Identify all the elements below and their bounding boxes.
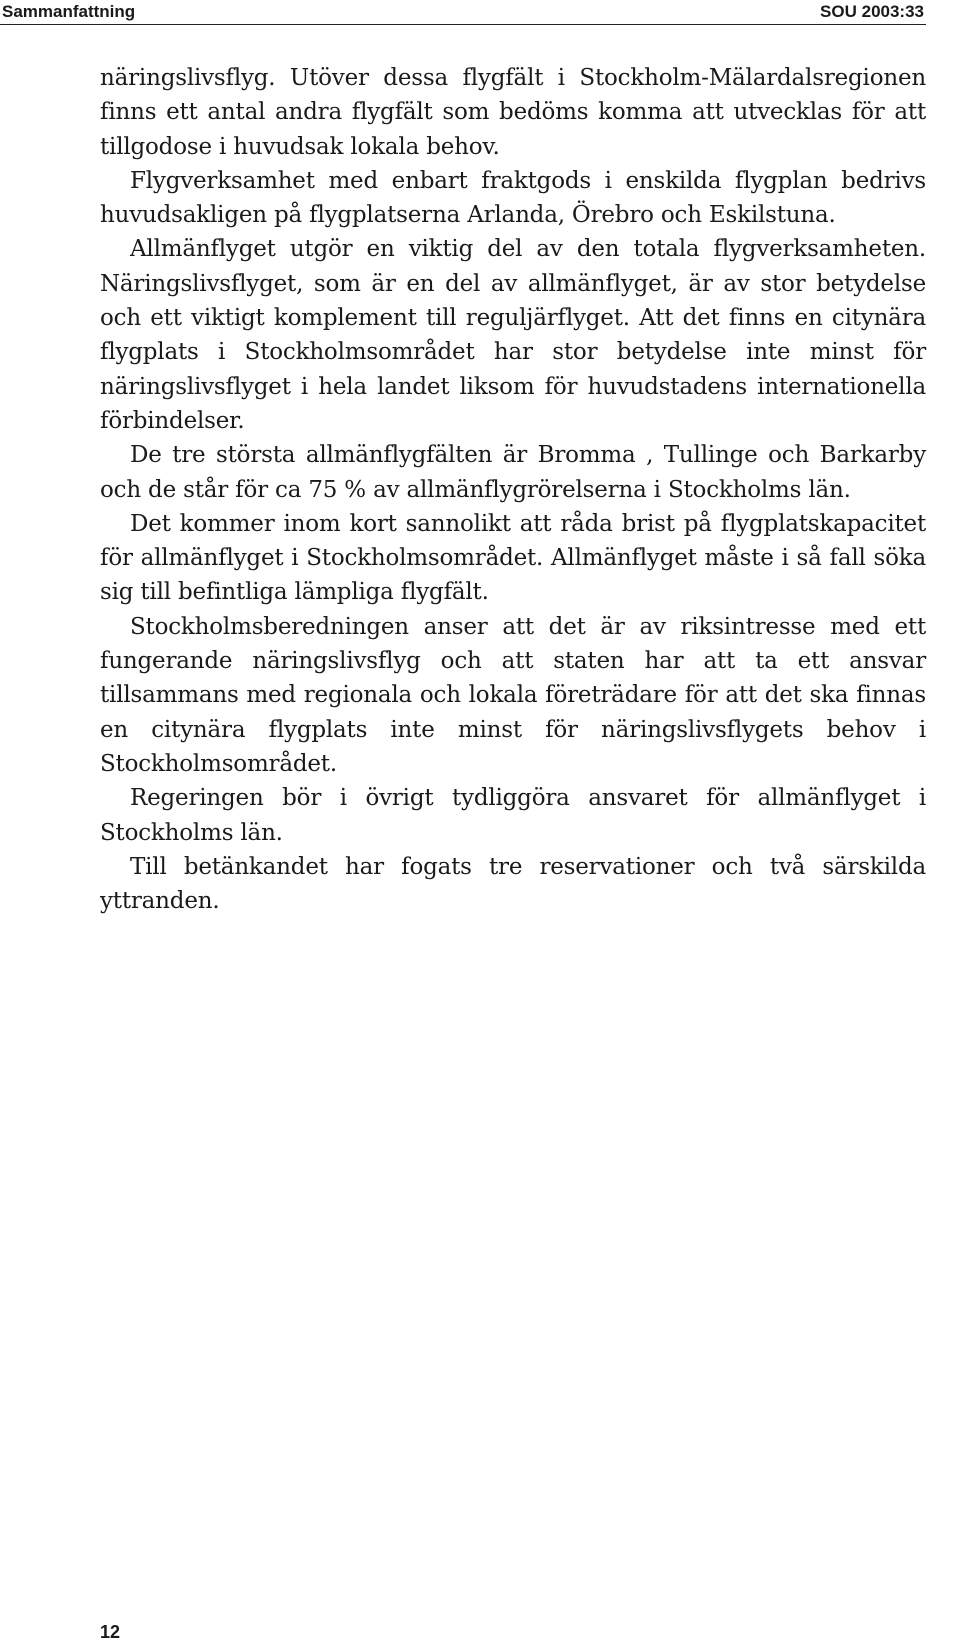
paragraph: Stockholmsberedningen anser att det är av riksintresse med ett fungerande näringslivsflyg och att staten har att ta ett ansvar tillsammans med regionala och lokala företrädare för att det ska finnas en citynära flygplats inte minst för näringslivsflygets behov i Stockholmsområdet. [100, 613, 926, 777]
paragraph: Flygverksamhet med enbart fraktgods i enskilda flygplan bedrivs huvudsakligen på flygplatserna Arlanda, Örebro och Eskilstuna. [100, 167, 926, 229]
report-number: SOU 2003:33 [820, 2, 924, 21]
page-header [0, 0, 926, 25]
paragraph: näringslivsflyg. Utöver dessa flygfält i Stockholm-Mälardalsregionen finns ett antal andra flygfält som bedöms komma att utvecklas för att tillgodose i huvudsak lokala behov. [100, 65, 926, 160]
paragraph: Till betänkandet har fogats tre reservationer och två särskilda yttranden. [100, 853, 926, 915]
section-title: Sammanfattning [2, 2, 136, 21]
paragraph: Det kommer inom kort sannolikt att råda brist på flygplatskapacitet för allmänflyget i Stockholmsområdet. Allmänflyget måste i så fall söka sig till befintliga lämpliga flygfält. [100, 510, 926, 606]
paragraph: De tre största allmänflygfälten är Bromma , Tullinge och Barkarby och de står för ca 75 % av allmänflygrörelserna i Stockholms län. [100, 442, 926, 503]
paragraph: Allmänflyget utgör en viktig del av den totala flygverksamheten. Näringslivsflyget, som är en del av allmänflyget, är av stor betydelse och ett viktigt komplement till reguljärflyget. Att det finns en citynära flygplats i Stockholmsområdet har stor betydelse inte minst för näringslivsflyget i hela landet liksom för huvudstadens internationella förbindelser. [100, 236, 926, 434]
body-text [100, 61, 926, 918]
paragraph: Regeringen bör i övrigt tydliggöra ansvaret för allmänflyget i Stockholms län. [100, 785, 926, 846]
page-number: 12 [100, 1622, 121, 1642]
